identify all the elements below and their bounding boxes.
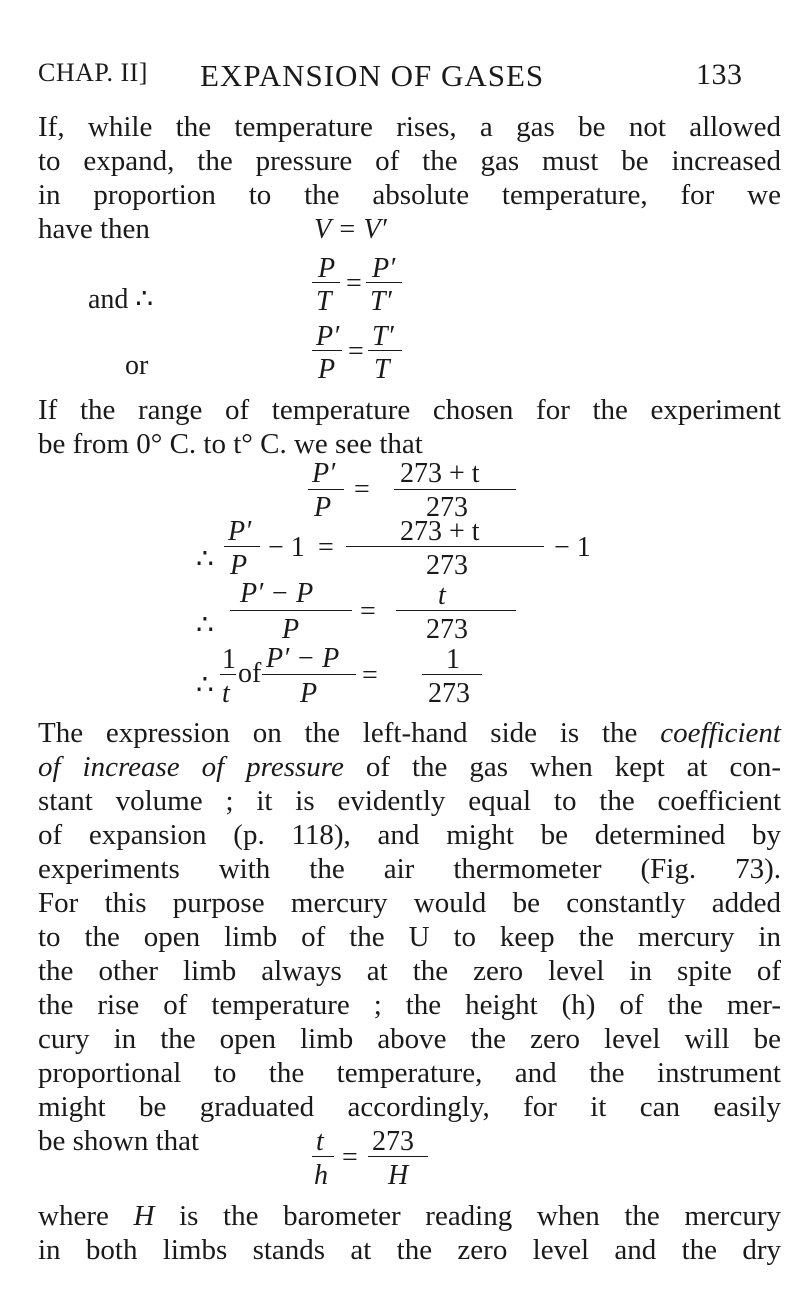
fraction-numerator: P′ [372, 253, 396, 284]
text-line: to the open limb of the U to keep the mercury in [38, 921, 781, 953]
fraction-denominator: T [316, 286, 332, 317]
fraction-numerator: 273 + t [400, 458, 480, 489]
fraction-bar [312, 282, 340, 283]
equation-v-equals: V = V′ [314, 214, 387, 245]
fraction-denominator: P [230, 550, 248, 581]
text-line: have then [38, 213, 150, 245]
fraction-bar [220, 674, 236, 675]
minus-one: − 1 [268, 532, 305, 563]
fraction-denominator: t [222, 678, 230, 709]
fraction-numerator: 273 [372, 1126, 414, 1157]
fraction-bar [224, 546, 260, 547]
fraction-bar [422, 674, 482, 675]
running-title: EXPANSION OF GASES [200, 58, 545, 93]
fraction-numerator: 1 [446, 644, 460, 675]
text-line: in both limbs stands at the zero level and the dry [38, 1234, 781, 1266]
text-line: If the range of temperature chosen for the experiment [38, 394, 781, 426]
fraction-bar [366, 282, 402, 283]
equals-sign: = [342, 1142, 358, 1173]
text-line: For this purpose mercury would be constantly added [38, 887, 781, 919]
text-line: in proportion to the absolute temperature, for we [38, 179, 781, 211]
text-line: experiments with the air thermometer (Fig. 73). [38, 853, 781, 885]
text-line: be from 0° C. to t° C. we see that [38, 428, 423, 460]
text-line: If, while the temperature rises, a gas be not allowed [38, 111, 781, 143]
fraction-denominator: 273 [426, 492, 468, 523]
fraction-bar [230, 610, 352, 611]
text-line: where H is the barometer reading when the mercury [38, 1200, 781, 1232]
minus-one: − 1 [554, 532, 591, 563]
fraction-denominator: h [314, 1160, 328, 1191]
chapter-label: CHAP. II] [38, 58, 148, 87]
text-line: be shown that [38, 1125, 200, 1157]
text-line: proportional to the temperature, and the instrument [38, 1057, 781, 1089]
and-therefore-label: and ∴ [88, 284, 154, 315]
fraction-bar [396, 610, 516, 611]
fraction-bar [368, 350, 402, 351]
fraction-numerator: 1 [222, 644, 236, 675]
fraction-numerator: P′ [228, 516, 252, 547]
or-label: or [125, 350, 149, 381]
equals-sign: = [362, 660, 378, 691]
text-line: might be graduated accordingly, for it can easily [38, 1091, 781, 1123]
fraction-bar [368, 1156, 428, 1157]
fraction-numerator: T′ [372, 321, 394, 352]
text-line: to expand, the pressure of the gas must be increased [38, 145, 781, 177]
fraction-denominator: P [318, 354, 336, 385]
fraction-bar [312, 1156, 334, 1157]
text-line: stant volume ; it is evidently equal to the coefficient [38, 785, 781, 817]
fraction-numerator: P′ − P [266, 643, 340, 674]
fraction-bar [262, 674, 356, 675]
therefore-symbol: ∴ [196, 670, 214, 701]
fraction-numerator: P [318, 253, 336, 284]
fraction-denominator: T [374, 354, 390, 385]
fraction-denominator: P [282, 614, 300, 645]
fraction-bar [308, 489, 344, 490]
fraction-numerator: t [438, 580, 446, 611]
fraction-denominator: T′ [370, 286, 392, 317]
fraction-denominator: 273 [428, 678, 470, 709]
text-line: the other limb always at the zero level in spite of [38, 955, 781, 987]
equals-sign: = [346, 268, 362, 299]
fraction-denominator: P [300, 678, 318, 709]
fraction-numerator: 273 + t [400, 516, 480, 547]
text-line: of increase of pressure of the gas when kept at con- [38, 751, 781, 783]
fraction-numerator: P′ [312, 458, 336, 489]
of-label: of [238, 658, 262, 689]
text-line: The expression on the left-hand side is the coefficient [38, 717, 781, 749]
therefore-symbol: ∴ [196, 544, 214, 575]
fraction-bar [346, 546, 544, 547]
text-line: the rise of temperature ; the height (h) of the mer- [38, 989, 781, 1021]
page-number: 133 [696, 58, 743, 91]
equals-sign: = [360, 596, 376, 627]
fraction-denominator: 273 [426, 614, 468, 645]
fraction-bar [394, 489, 516, 490]
equals-sign: = [318, 532, 334, 563]
fraction-numerator: P′ − P [240, 578, 314, 609]
fraction-numerator: t [316, 1126, 324, 1157]
fraction-denominator: P [314, 492, 332, 523]
therefore-symbol: ∴ [196, 610, 214, 641]
fraction-denominator: H [388, 1160, 409, 1191]
fraction-numerator: P′ [316, 321, 340, 352]
text-line: cury in the open limb above the zero level will be [38, 1023, 781, 1055]
equals-sign: = [354, 474, 370, 505]
fraction-bar [312, 350, 342, 351]
fraction-denominator: 273 [426, 550, 468, 581]
equals-sign: = [348, 336, 364, 367]
text-line: of expansion (p. 118), and might be determined by [38, 819, 781, 851]
